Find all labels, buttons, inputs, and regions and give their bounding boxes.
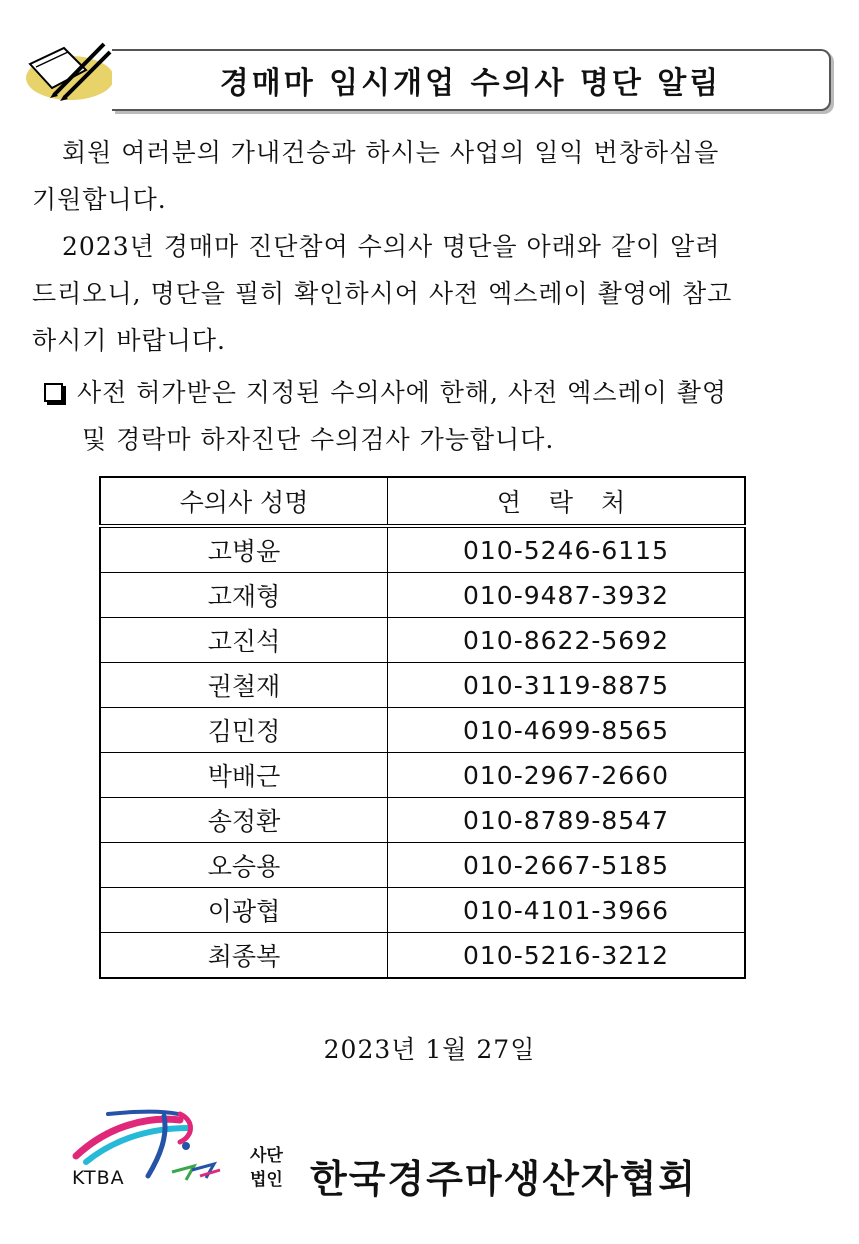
table-row (100, 618, 745, 663)
pencil-notepad-icon (24, 40, 116, 102)
table-row (100, 573, 745, 618)
notice-item (44, 369, 814, 463)
announcement-line-3: 하시기 바랍니다. (32, 326, 226, 355)
announcement-line-1: 2023년 경매마 진단참여 수의사 명단을 아래와 같이 알려 (62, 232, 721, 261)
document-date: 2023년 1월 27일 (323, 1035, 536, 1064)
vet-phone-cell: 010-3119-8875 (388, 663, 746, 708)
vet-phone-cell: 010-5246-6115 (388, 526, 746, 573)
column-header-name: 수의사 성명 (100, 477, 388, 526)
title-banner (112, 49, 831, 111)
table-row (100, 526, 745, 573)
notice-line-1: 사전 허가받은 지정된 수의사에 한해, 사전 엑스레이 촬영 (77, 378, 728, 407)
vet-phone-cell: 010-2667-5185 (388, 843, 746, 888)
vet-phone-cell: 010-9487-3932 (388, 573, 746, 618)
vet-name-cell: 최종복 (100, 933, 388, 979)
vet-phone-cell: 010-4101-3966 (388, 888, 746, 933)
vet-name-cell: 고병윤 (100, 526, 388, 573)
table-header-row (100, 477, 745, 526)
vet-phone-cell: 010-8622-5692 (388, 618, 746, 663)
vet-phone-cell: 010-2967-2660 (388, 753, 746, 798)
page-title: 경매마 임시개업 수의사 명단 알림 (219, 66, 722, 101)
greeting-paragraph (32, 129, 812, 223)
vet-phone-cell: 010-4699-8565 (388, 708, 746, 753)
vet-name-cell: 오승용 (100, 843, 388, 888)
ktba-logo (68, 1106, 238, 1194)
org-type-line-2: 법인 (250, 1170, 283, 1190)
checkbox-icon (44, 383, 63, 402)
announcement-line-2: 드리오니, 명단을 필히 확인하시어 사전 엑스레이 촬영에 참고 (32, 279, 733, 308)
table-row (100, 753, 745, 798)
table-row (100, 663, 745, 708)
announcement-paragraph (32, 223, 812, 364)
table-row (100, 843, 745, 888)
column-header-contact: 연 락 처 (388, 477, 746, 526)
table-row (100, 708, 745, 753)
organization-type (250, 1144, 283, 1192)
vet-name-cell: 권철재 (100, 663, 388, 708)
table-row (100, 933, 745, 979)
greeting-line-2: 기원합니다. (32, 185, 167, 214)
greeting-line-1: 회원 여러분의 가내건승과 하시는 사업의 일익 번창하심을 (62, 138, 720, 167)
vet-name-cell: 박배근 (100, 753, 388, 798)
vet-name-cell: 김민정 (100, 708, 388, 753)
veterinarian-table (99, 476, 746, 979)
table-row (100, 798, 745, 843)
logo-text: KTBA (72, 1167, 125, 1189)
table-row (100, 888, 745, 933)
vet-name-cell: 고진석 (100, 618, 388, 663)
organization-name: 한국경주마생산자협회 (310, 1157, 698, 1201)
vet-name-cell: 송정환 (100, 798, 388, 843)
org-type-line-1: 사단 (250, 1146, 283, 1166)
vet-phone-cell: 010-8789-8547 (388, 798, 746, 843)
vet-name-cell: 고재형 (100, 573, 388, 618)
notice-line-2: 및 경락마 하자진단 수의검사 가능합니다. (82, 425, 555, 454)
vet-name-cell: 이광협 (100, 888, 388, 933)
vet-phone-cell: 010-5216-3212 (388, 933, 746, 979)
